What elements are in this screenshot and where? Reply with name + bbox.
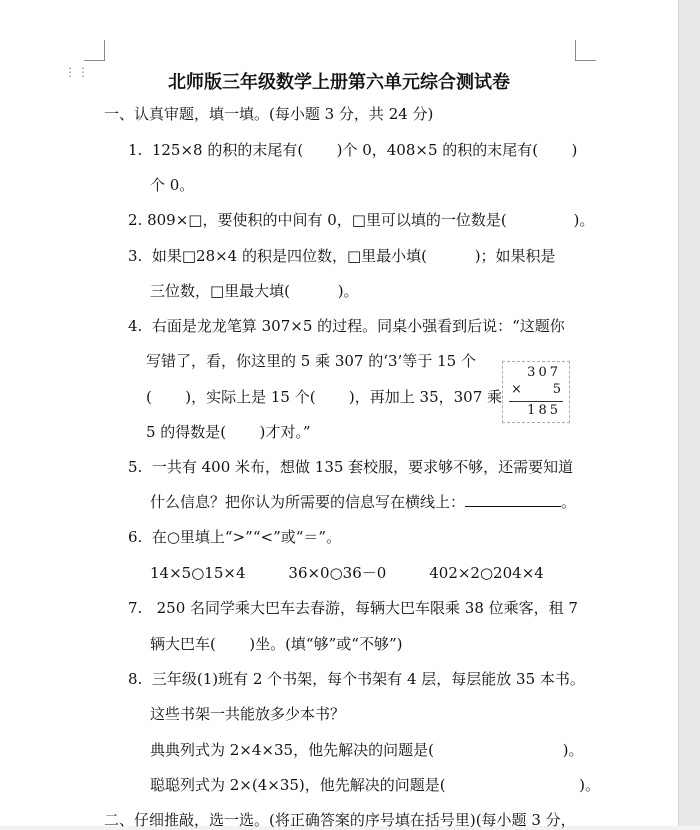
question-8-cont: 这些书架一共能放多少本书？ xyxy=(150,705,346,723)
question-6-items: 14×5○15×4 36×0○36－0 402×2○204×4 xyxy=(150,564,544,582)
drag-handle-icon[interactable]: ⋮⋮ xyxy=(64,65,90,79)
section-heading: 一、认真审题，填一填。(每小题 3 分，共 24 分) xyxy=(104,105,434,123)
question-8-answer-2: 聪聪列式为 2×(4×35)，他先解决的问题是( )。 xyxy=(150,776,600,794)
question-4-cont: 5 的得数是( )才对。” xyxy=(146,423,311,441)
vertical-calculation xyxy=(502,361,570,423)
answer-blank-line[interactable] xyxy=(465,492,561,507)
question-5-cont: 什么信息？把你认为所需要的信息写在横线上： 。 xyxy=(150,493,577,511)
section-heading: 二、仔细推敲，选一选。(将正确答案的序号填在括号里)(每小题 3 分， xyxy=(104,811,576,829)
question-5: 5. 一共有 400 米布，想做 135 套校服，要求够不够，还需要知道 xyxy=(128,458,574,476)
calc-multiplicand: 307 xyxy=(527,365,561,380)
question-3: 3. 如果□28×4 的积是四位数，□里最小填( )；如果积是 xyxy=(128,247,556,265)
page-title: 北师版三年级数学上册第六单元综合测试卷 xyxy=(168,72,510,93)
page-corner-mark xyxy=(575,40,596,61)
page-corner-mark xyxy=(84,40,105,61)
calc-result: 185 xyxy=(527,403,561,418)
question-8: 8. 三年级(1)班有 2 个书架，每个书架有 4 层，每层能放 35 本书。 xyxy=(128,670,585,688)
question-4-cont: ( )，实际上是 15 个( )，再加上 35，307 乘 xyxy=(146,388,503,406)
calc-divider xyxy=(509,401,563,402)
question-8-answer-1: 典典列式为 2×4×35，他先解决的问题是( )。 xyxy=(150,741,584,759)
question-7: 7. 250 名同学乘大巴车去春游，每辆大巴车限乘 38 位乘客，租 7 xyxy=(128,599,578,617)
question-3-cont: 三位数，□里最大填( )。 xyxy=(150,282,359,300)
question-7-cont: 辆大巴车( )坐。(填“够”或“不够”) xyxy=(150,635,403,653)
window-side-gutter xyxy=(678,0,700,826)
question-4: 4. 右面是龙龙笔算 307×5 的过程。同桌小强看到后说：“这题你 xyxy=(128,317,565,335)
calc-multiplier: 5 xyxy=(552,382,561,397)
question-1: 1. 125×8 的积的末尾有( )个 0，408×5 的积的末尾有( ) xyxy=(128,141,578,159)
question-1-cont: 个 0。 xyxy=(150,176,195,194)
question-2: 2. 809×□，要使积的中间有 0，□里可以填的一位数是( )。 xyxy=(128,211,595,229)
question-6: 6. 在○里填上“>”“<”或“＝”。 xyxy=(128,528,342,546)
question-4-cont: 写错了，看，你这里的 5 乘 307 的‘3’等于 15 个 xyxy=(146,352,476,370)
calc-times-sign: × xyxy=(511,382,522,397)
